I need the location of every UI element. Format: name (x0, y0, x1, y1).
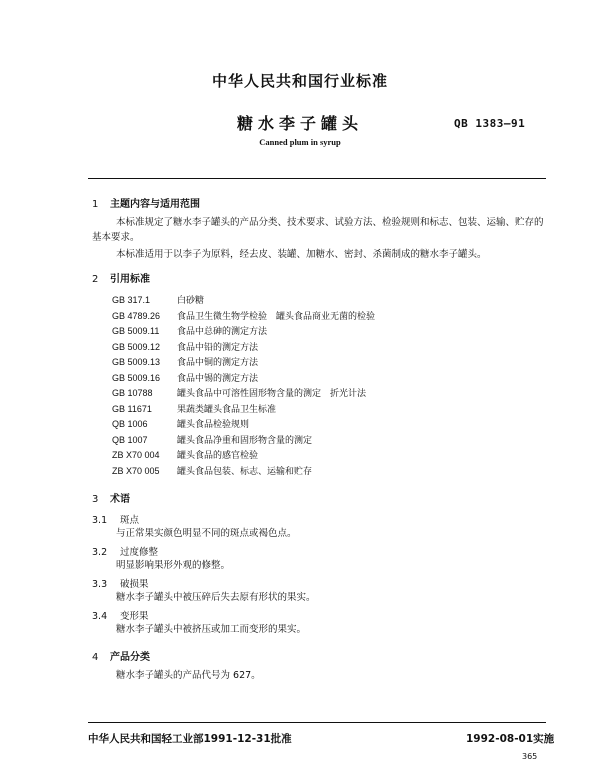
reference-item (112, 355, 258, 368)
section-4-para: 糖水李子罐头的产品代号为 627。 (116, 670, 261, 681)
approval-text: 中华人民共和国轻工业部1991-12-31批准 (88, 733, 292, 745)
term-word: 斑点 (120, 515, 140, 526)
reference-item (112, 433, 312, 446)
reference-title: 食品中锡的测定方法 (177, 373, 259, 384)
document-title: 糖水李子罐头 (236, 114, 363, 133)
reference-title: 罐头食品中可溶性固形物含量的测定 折光计法 (177, 389, 367, 399)
header-rule (88, 178, 546, 179)
section-1-title: 主题内容与适用范围 (110, 199, 200, 210)
implementation-text: 1992-08-01实施 (466, 733, 555, 745)
section-4-heading (92, 648, 150, 663)
reference-code: QB 1006 (112, 419, 148, 429)
term-word: 变形果 (120, 611, 149, 622)
term-word: 过度修整 (120, 547, 159, 558)
reference-item (112, 340, 258, 353)
reference-title: 罐头食品净重和固形物含量的测定 (177, 435, 313, 446)
section-3-heading (92, 490, 130, 505)
term-heading (92, 608, 149, 622)
reference-code: ZB X70 005 (112, 465, 160, 476)
section-2-title: 引用标准 (110, 274, 150, 285)
term-number: 3.2 (92, 547, 108, 558)
term-number: 3.4 (92, 611, 108, 622)
reference-code: GB 5009.16 (112, 372, 161, 383)
reference-item (112, 386, 366, 399)
term-definition: 明显影响果形外观的修整。 (116, 560, 231, 571)
reference-item (112, 371, 258, 384)
reference-item (112, 402, 276, 415)
section-3-number: 3 (92, 494, 99, 505)
reference-code: GB 10788 (112, 388, 153, 398)
reference-code: GB 5009.11 (112, 326, 160, 336)
reference-item (112, 448, 258, 461)
section-1-para1-line2: 基本要求。 (92, 232, 140, 243)
term-number: 3.3 (92, 579, 108, 590)
section-2-heading (92, 270, 150, 285)
reference-title: 罐头食品检验规则 (177, 420, 250, 430)
reference-item (112, 417, 249, 430)
reference-item (112, 293, 204, 306)
reference-title: 白砂糖 (177, 296, 205, 306)
reference-code: GB 317.1 (112, 295, 151, 305)
term-number: 3.1 (92, 515, 108, 526)
reference-item (112, 464, 312, 477)
term-heading (92, 544, 158, 558)
section-2-number: 2 (92, 274, 99, 285)
reference-item (112, 309, 375, 322)
reference-title: 食品卫生微生物学检验 罐头食品商业无菌的检验 (177, 311, 376, 322)
org-title: 中华人民共和国行业标准 (211, 72, 388, 90)
section-1-number: 1 (92, 199, 99, 210)
reference-title: 罐头食品包装、标志、运输和贮存 (177, 466, 313, 477)
section-1-para2: 本标准适用于以李子为原料，经去皮、装罐、加糖水、密封、杀菌制成的糖水李子罐头。 (116, 249, 487, 260)
reference-code: GB 11671 (112, 403, 152, 414)
reference-title: 食品中铅的测定方法 (177, 342, 259, 353)
term-definition: 糖水李子罐头中被压碎后失去原有形状的果实。 (116, 592, 316, 603)
term-heading (92, 576, 149, 590)
reference-code: ZB X70 004 (112, 450, 160, 460)
term-definition: 糖水李子罐头中被挤压或加工而变形的果实。 (116, 624, 307, 635)
term-heading (92, 512, 139, 526)
page-number: 365 (522, 752, 538, 761)
reference-code: QB 1007 (112, 434, 148, 445)
reference-title: 果蔬类罐头食品卫生标准 (177, 404, 277, 415)
term-word: 破损果 (120, 579, 149, 590)
section-4-title: 产品分类 (110, 652, 150, 663)
english-title: Canned plum in syrup (259, 137, 341, 147)
reference-code: GB 5009.12 (112, 341, 161, 352)
reference-code: GB 5009.13 (112, 357, 161, 367)
section-3-title: 术语 (110, 494, 130, 505)
reference-title: 罐头食品的感官检验 (177, 451, 259, 461)
section-1-heading (92, 195, 200, 210)
reference-title: 食品中总砷的测定方法 (177, 327, 268, 337)
term-definition: 与正常果实颜色明显不同的斑点或褐色点。 (116, 528, 297, 539)
section-4-number: 4 (92, 652, 99, 663)
reference-title: 食品中铜的测定方法 (177, 358, 259, 368)
reference-code: GB 4789.26 (112, 310, 161, 321)
reference-item (112, 324, 267, 337)
section-1-para1-line1: 本标准规定了糖水李子罐头的产品分类、技术要求、试验方法、检验规则和标志、包装、运输、贮存的 (116, 217, 544, 228)
document-code: QB 1383—91 (454, 117, 526, 130)
footer-rule (88, 722, 546, 723)
